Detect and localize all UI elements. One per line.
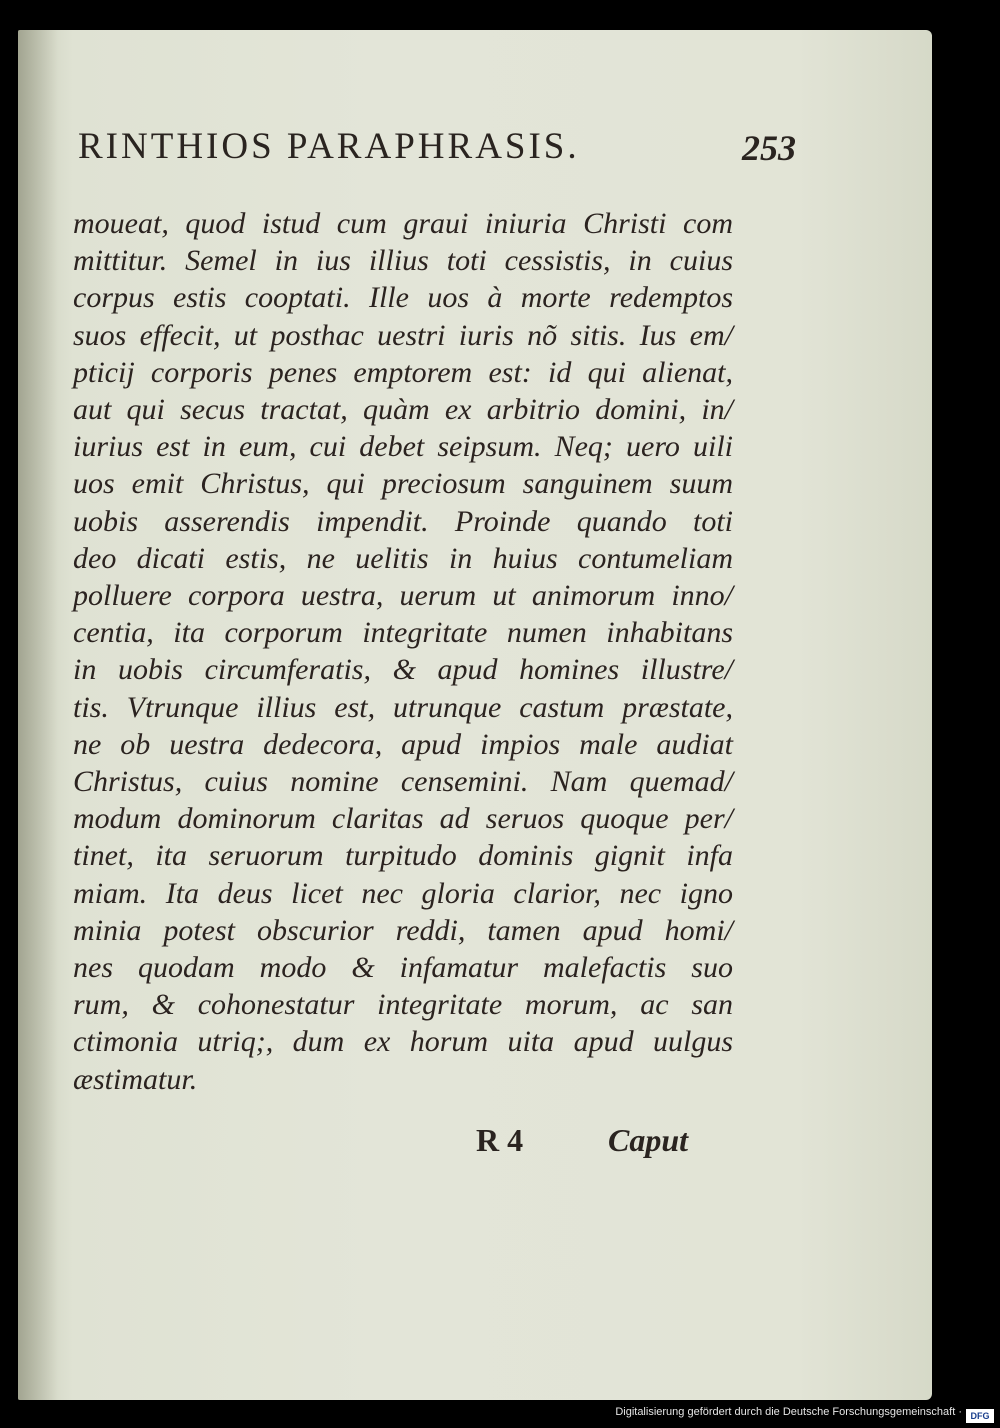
text-line: rum, & cohonestatur integritate morum, ac san (73, 988, 733, 1022)
text-line: corpus estis cooptati. Ille uos à morte redemptos (73, 281, 733, 315)
text-line: suos effecit, ut posthac uestri iuris nõ sitis. Ius em/ (73, 318, 733, 352)
text-line: iurius est in eum, cui debet seipsum. Neq; uero uili (73, 430, 733, 464)
text-line: mittitur. Semel in ius illius toti cessistis, in cuius (73, 244, 733, 278)
text-line: modum dominorum claritas ad seruos quoque per/ (73, 802, 733, 836)
text-line: polluere corpora uestra, uerum ut animorum inno/ (73, 579, 733, 613)
text-line: ne ob uestra dedecora, apud impios male audiat (73, 727, 733, 761)
text-line: uos emit Christus, qui preciosum sanguinem suum (73, 467, 733, 501)
text-line: deo dicati estis, ne uelitis in huius contumeliam (73, 541, 733, 575)
text-line: aut qui secus tractat, quàm ex arbitrio domini, in/ (73, 393, 733, 427)
page-number: 253 (742, 128, 796, 168)
text-line: moueat, quod istud cum graui iniuria Christi com (73, 207, 733, 240)
text-line: tinet, ita seruorum turpitudo dominis gignit infa (73, 839, 733, 873)
gutter-shadow (18, 30, 58, 1400)
text-line: Christus, cuius nomine censemini. Nam quemad/ (73, 765, 733, 799)
catchword: Caput (608, 1122, 689, 1158)
dfg-logo: DFG (966, 1409, 994, 1423)
text-line: ctimonia utriq;, dum ex horum uita apud uulgus (73, 1025, 733, 1059)
text-line: miam. Ita deus licet nec gloria clarior, nec igno (73, 876, 733, 910)
digitization-credit: Digitalisierung gefördert durch die Deutsche Forschungsgemeinschaft · (615, 1406, 962, 1418)
text-line: uobis asserendis impendit. Proinde quando toti (73, 504, 733, 538)
text-line: minia potest obscurior reddi, tamen apud homi/ (73, 913, 733, 947)
text-line: nes quodam modo & infamatur malefactis suo (73, 951, 733, 985)
body-text (73, 205, 733, 1098)
text-line: in uobis circumferatis, & apud homines illustre/ (73, 653, 733, 687)
text-line: æstimatur. (73, 1062, 198, 1096)
text-line: pticij corporis penes emptorem est: id qui alienat, (73, 355, 733, 389)
text-line: tis. Vtrunque illius est, utrunque castum præstate, (73, 690, 733, 724)
running-head (78, 125, 798, 185)
running-head-title: RINTHIOS PARAPHRASIS. (78, 126, 580, 167)
signature-mark: R 4 (476, 1122, 524, 1158)
book-page (18, 30, 932, 1400)
catchline (458, 1118, 738, 1168)
text-line: centia, ita corporum integritate numen inhabitans (73, 616, 733, 650)
